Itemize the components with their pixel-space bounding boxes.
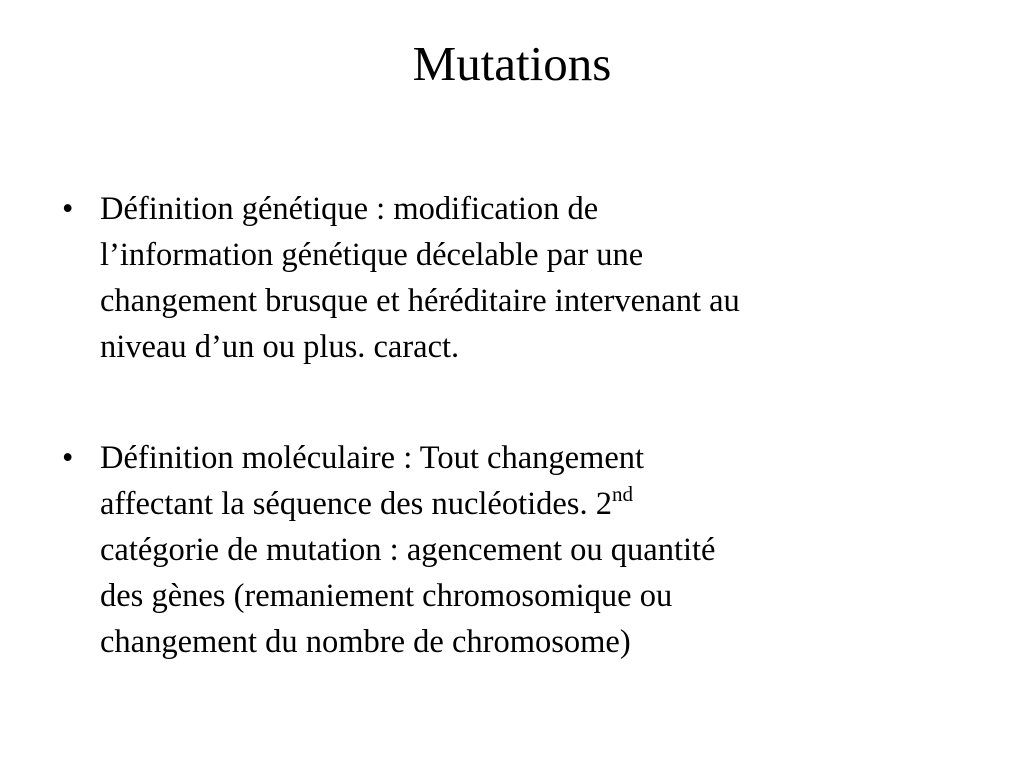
bullet-line: affectant la séquence des nucléotides. 2 (100, 486, 612, 522)
bullet-line: Définition moléculaire : Tout changement (100, 440, 645, 476)
bullet-line: changement brusque et héréditaire intervenant au (100, 283, 740, 319)
bullet-line: catégorie de mutation : agencement ou quantité (100, 532, 716, 568)
slide-title: Mutations (412, 36, 612, 91)
bullet-molecular-definition (62, 435, 715, 665)
ordinal-superscript: nd (611, 482, 633, 506)
bullet-line: changement du nombre de chromosome) (100, 624, 631, 660)
bullet-line: des gènes (remaniement chromosomique ou (100, 578, 673, 614)
bullet-genetic-definition (62, 186, 740, 370)
bullet-line-with-superscript (100, 481, 715, 527)
bullet-line: l’information génétique décelable par une (100, 237, 644, 273)
bullet-line: Définition génétique : modification de (100, 191, 599, 227)
bullet-icon: • (62, 440, 74, 476)
bullet-icon: • (62, 191, 74, 227)
bullet-line: niveau d’un ou plus. caract. (100, 329, 460, 365)
